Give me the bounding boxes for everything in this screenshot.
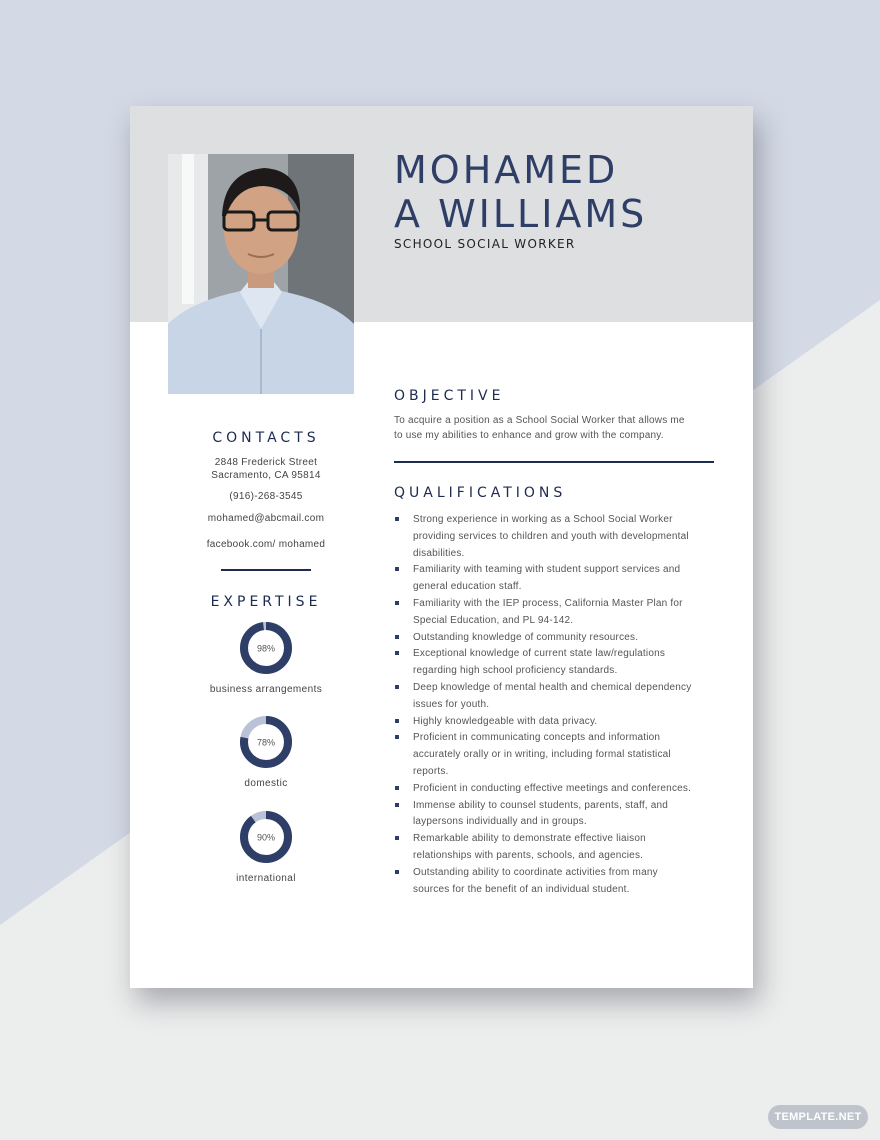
objective-title: OBJECTIVE — [394, 388, 505, 404]
bullet-icon — [395, 870, 399, 874]
contact-facebook[interactable]: facebook.com/ mohamed — [206, 539, 326, 550]
expertise-title: EXPERTISE — [210, 594, 322, 610]
name-line-1: MOHAMED — [394, 148, 619, 192]
qualification-item — [394, 680, 716, 714]
qualification-item — [394, 512, 716, 562]
qualification-line: Exceptional knowledge of current state law/regulations — [413, 648, 666, 660]
bullet-icon — [395, 651, 399, 655]
contact-address — [168, 456, 364, 482]
address-line-1: 2848 Frederick Street — [214, 457, 318, 468]
bullet-icon — [395, 719, 399, 723]
bullet-icon — [395, 601, 399, 605]
qualification-line: Special Education, and PL 94-142. — [413, 614, 574, 626]
expertise-label: domestic — [244, 778, 288, 789]
address-line-2: Sacramento, CA 95814 — [211, 470, 321, 481]
qualification-line: Deep knowledge of mental health and chemical dependency — [413, 681, 692, 693]
objective-divider — [394, 461, 714, 463]
qualification-line: Familiarity with teaming with student support services and — [413, 564, 681, 576]
bullet-icon — [395, 836, 399, 840]
expertise-percent: 98% — [256, 643, 276, 654]
bullet-icon — [395, 735, 399, 739]
qualification-item — [394, 831, 716, 865]
expertise-item — [168, 714, 364, 789]
qualification-item — [394, 798, 716, 832]
qualification-line: Proficient in conducting effective meetings and conferences. — [413, 782, 692, 794]
qualification-line: Remarkable ability to demonstrate effective liaison — [413, 833, 646, 845]
qualification-line: Highly knowledgeable with data privacy. — [413, 715, 598, 727]
qualification-line: accurately orally or in writing, including formal statistical — [413, 749, 671, 761]
contacts-divider — [221, 569, 311, 571]
qualification-line: regarding high school proficiency standards. — [413, 665, 618, 677]
bullet-icon — [395, 685, 399, 689]
qualification-line: Outstanding ability to coordinate activities from many — [413, 866, 658, 878]
expertise-label: international — [236, 873, 296, 884]
qualification-item — [394, 730, 716, 780]
qualification-line: sources for the benefit of an individual student. — [413, 883, 630, 895]
template-watermark[interactable]: TEMPLATE.NET — [768, 1105, 868, 1129]
expertise-donut — [238, 714, 294, 770]
bullet-icon — [395, 786, 399, 790]
expertise-donut — [238, 809, 294, 865]
qualification-line: relationships with parents, schools, and agencies. — [413, 849, 644, 861]
objective-line-2: to use my abilities to enhance and grow with the company. — [394, 430, 664, 441]
qualification-line: providing services to children and youth with developmental — [413, 530, 689, 542]
contact-phone: (916)-268-3545 — [229, 491, 303, 502]
qualifications-list — [394, 512, 716, 898]
expertise-donut — [238, 620, 294, 676]
profile-photo — [168, 154, 354, 394]
qualification-line: general education staff. — [413, 581, 522, 593]
qualification-item — [394, 714, 716, 731]
bullet-icon — [395, 517, 399, 521]
contact-email[interactable]: mohamed@abcmail.com — [207, 513, 325, 524]
job-title: SCHOOL SOCIAL WORKER — [394, 237, 576, 251]
qualification-line: Outstanding knowledge of community resources. — [413, 631, 639, 643]
qualification-line: Immense ability to counsel students, parents, staff, and — [413, 799, 669, 811]
expertise-label: business arrangements — [209, 684, 323, 695]
qualification-item — [394, 781, 716, 798]
expertise-percent: 90% — [256, 832, 276, 843]
objective-line-1: To acquire a position as a School Social Worker that allows me — [394, 415, 685, 426]
bullet-icon — [395, 803, 399, 807]
objective-text — [394, 413, 704, 443]
qualification-item — [394, 646, 716, 680]
qualification-item — [394, 865, 716, 899]
qualification-item — [394, 630, 716, 647]
bullet-icon — [395, 567, 399, 571]
expertise-item — [168, 809, 364, 884]
qualification-line: issues for youth. — [413, 698, 490, 710]
qualifications-title: QUALIFICATIONS — [394, 485, 567, 501]
name-line-2: A WILLIAMS — [394, 192, 648, 236]
qualification-item — [394, 596, 716, 630]
qualification-line: laypersons individually and in groups. — [413, 816, 587, 828]
qualification-line: disabilities. — [413, 547, 465, 559]
qualification-line: Proficient in communicating concepts and information — [413, 732, 661, 744]
qualification-line: Strong experience in working as a School Social Worker — [413, 514, 673, 525]
qualification-line: reports. — [413, 765, 449, 777]
contacts-title: CONTACTS — [212, 430, 320, 446]
candidate-name — [394, 148, 734, 236]
bullet-icon — [395, 635, 399, 639]
expertise-item — [168, 620, 364, 695]
qualification-item — [394, 562, 716, 596]
qualification-line: Familiarity with the IEP process, California Master Plan for — [413, 597, 683, 609]
resume-page — [130, 106, 753, 988]
expertise-percent: 78% — [256, 737, 276, 748]
